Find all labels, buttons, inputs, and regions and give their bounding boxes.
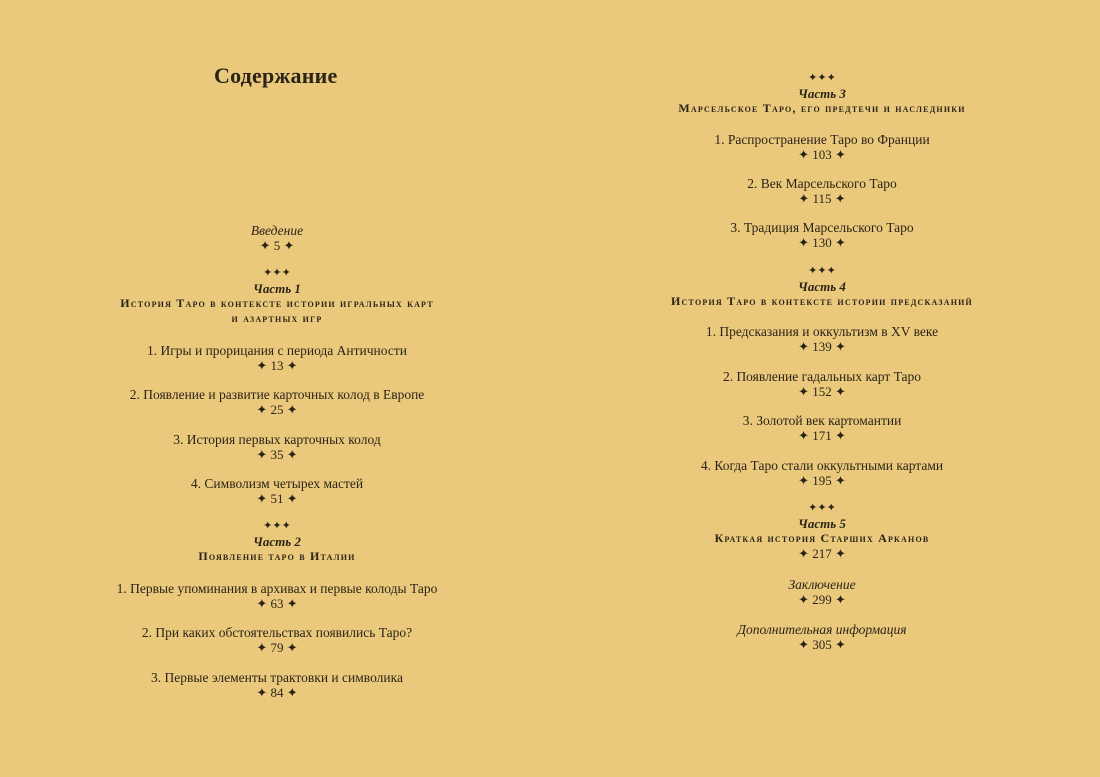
part-3-title: Марсельское Таро, его предтечи и наследники xyxy=(678,101,966,115)
toc-part-2[interactable] xyxy=(96,521,458,564)
toc-extra-info[interactable] xyxy=(640,622,1004,652)
chapter-page: ✦ 195 ✦ xyxy=(798,473,846,488)
chapter-page: ✦ 63 ✦ xyxy=(256,596,298,611)
toc-chapter[interactable] xyxy=(96,387,458,417)
extra-info-label: Дополнительная информация xyxy=(737,622,907,637)
chapter-page: ✦ 51 ✦ xyxy=(256,491,298,506)
chapter-title: 1. Первые упоминания в архивах и первые колоды Таро xyxy=(116,581,438,596)
part-ornament: ✦✦✦ xyxy=(263,267,291,279)
part-4-label: Часть 4 xyxy=(798,279,846,294)
toc-chapter[interactable] xyxy=(640,413,1004,443)
toc-chapter[interactable] xyxy=(640,132,1004,162)
chapter-title: 3. Первые элементы трактовки и символика xyxy=(151,670,403,685)
toc-chapter[interactable] xyxy=(640,369,1004,399)
part-1-title-line1: История Таро в контексте истории игральных карт xyxy=(120,296,434,310)
part-2-title: Появление таро в Италии xyxy=(198,549,356,563)
conclusion-page: ✦ 299 ✦ xyxy=(798,592,846,607)
chapter-title: 3. Золотой век картомантии xyxy=(742,413,902,428)
chapter-page: ✦ 130 ✦ xyxy=(798,235,846,250)
toc-chapter[interactable] xyxy=(96,432,458,462)
chapter-page: ✦ 139 ✦ xyxy=(798,339,846,354)
part-ornament: ✦✦✦ xyxy=(808,265,836,277)
conclusion-label: Заключение xyxy=(788,577,856,592)
chapter-page: ✦ 25 ✦ xyxy=(256,402,298,417)
toc-chapter[interactable] xyxy=(96,581,458,611)
toc-chapter[interactable] xyxy=(640,176,1004,206)
toc-conclusion[interactable] xyxy=(640,577,1004,607)
extra-info-page: ✦ 305 ✦ xyxy=(798,637,846,652)
chapter-page: ✦ 103 ✦ xyxy=(798,147,846,162)
part-5-title: Краткая история Старших Арканов xyxy=(714,531,930,545)
toc-part-1[interactable] xyxy=(96,268,458,326)
toc-intro[interactable] xyxy=(96,223,458,253)
chapter-title: 2. При каких обстоятельствах появились Таро? xyxy=(141,625,413,640)
chapter-title: 2. Появление гадальных карт Таро xyxy=(722,369,922,384)
chapter-title: 2. Век Марсельского Таро xyxy=(747,176,897,191)
intro-label: Введение xyxy=(250,223,304,238)
intro-page: ✦ 5 ✦ xyxy=(259,238,295,253)
chapter-page: ✦ 35 ✦ xyxy=(256,447,298,462)
chapter-title: 1. Предсказания и оккультизм в XV веке xyxy=(705,324,939,339)
chapter-title: 2. Появление и развитие карточных колод в Европе xyxy=(129,387,425,402)
chapter-title: 1. Игры и прорицания с периода Античности xyxy=(146,343,407,358)
chapter-page: ✦ 171 ✦ xyxy=(798,428,846,443)
chapter-title: 4. Когда Таро стали оккультными картами xyxy=(700,458,944,473)
toc-part-5[interactable] xyxy=(640,503,1004,561)
chapter-title: 4. Символизм четырех мастей xyxy=(190,476,364,491)
chapter-page: ✦ 13 ✦ xyxy=(256,358,298,373)
chapter-title: 3. История первых карточных колод xyxy=(173,432,381,447)
chapter-title: 1. Распространение Таро во Франции xyxy=(714,132,930,147)
part-5-label: Часть 5 xyxy=(798,516,846,531)
part-2-label: Часть 2 xyxy=(253,534,301,549)
chapter-page: ✦ 115 ✦ xyxy=(798,191,846,206)
part-3-label: Часть 3 xyxy=(798,86,846,101)
part-4-title: История Таро в контексте истории предсказаний xyxy=(671,294,973,308)
toc-chapter[interactable] xyxy=(96,476,458,506)
toc-part-3[interactable] xyxy=(640,73,1004,116)
part-ornament: ✦✦✦ xyxy=(808,72,836,84)
toc-left-column xyxy=(96,0,458,777)
chapter-page: ✦ 84 ✦ xyxy=(256,685,298,700)
toc-chapter[interactable] xyxy=(640,458,1004,488)
toc-chapter[interactable] xyxy=(96,625,458,655)
chapter-page: ✦ 79 ✦ xyxy=(256,640,298,655)
toc-right-column xyxy=(640,0,1004,777)
part-1-label: Часть 1 xyxy=(253,281,301,296)
part-ornament: ✦✦✦ xyxy=(808,502,836,514)
part-5-page: ✦ 217 ✦ xyxy=(798,546,846,561)
page-title: Содержание xyxy=(214,63,338,88)
part-1-title-line2: и азартных игр xyxy=(231,311,323,325)
part-ornament: ✦✦✦ xyxy=(263,520,291,532)
chapter-title: 3. Традиция Марсельского Таро xyxy=(730,220,914,235)
chapter-page: ✦ 152 ✦ xyxy=(798,384,846,399)
toc-part-4[interactable] xyxy=(640,266,1004,309)
toc-chapter[interactable] xyxy=(96,343,458,373)
toc-chapter[interactable] xyxy=(640,220,1004,250)
toc-chapter[interactable] xyxy=(640,324,1004,354)
toc-chapter[interactable] xyxy=(96,670,458,700)
